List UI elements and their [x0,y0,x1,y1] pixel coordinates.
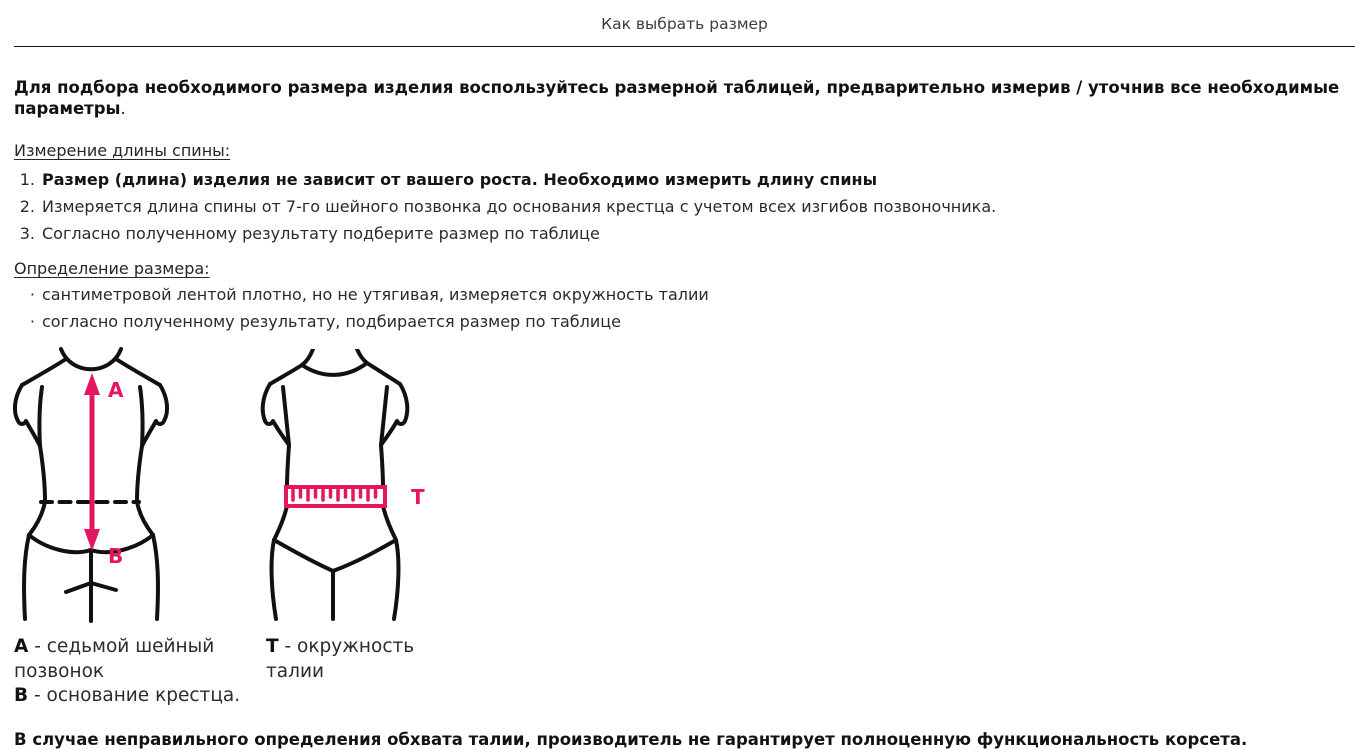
bullet-marker: · [29,312,35,331]
section-heading-back-length: Измерение длины спины: [14,141,231,160]
intro-period: . [120,99,126,118]
legend-back-view [14,635,266,709]
legend-entry-a [14,636,214,682]
bullet-marker: · [29,285,35,304]
list-marker: 2. [19,197,35,216]
legend-text-t: - окружность талии [266,636,415,682]
page-title: Как выбрать размер [601,15,768,33]
list-marker: 1. [19,170,35,189]
measurement-diagrams [14,337,1355,629]
back-length-arrow [84,373,100,551]
list-item [14,308,1355,335]
back-length-list [14,166,1355,247]
label-a: A [108,378,124,402]
legend-text-b: - основание крестца. [28,685,241,706]
legend-letter-a: A [14,636,29,657]
section-heading-size-determination: Определение размера: [14,259,210,278]
list-item [14,220,1355,247]
legend-text-a: - седьмой шейный позвонок [14,636,215,682]
intro-text: Для подбора необходимого размера изделия воспользуйтесь размерной таблицей, предварительно измерив / уточнив все необходимые параметры [14,78,1340,118]
back-view-diagram [8,337,178,629]
list-text: согласно полученному результату, подбирается размер по таблице [42,312,621,331]
list-text: сантиметровой лентой плотно, но не утягивая, измеряется окружность талии [42,285,709,304]
back-view-column [14,337,266,629]
divider [14,46,1355,47]
list-marker: 3. [19,224,35,243]
torso-front-outline [263,349,408,619]
label-b: B [108,544,124,568]
front-view-column [266,337,445,629]
legend-entry-t [266,636,414,682]
label-t: T [411,485,425,509]
list-item [14,281,1355,308]
waist-measuring-tape [286,487,385,506]
list-text: Измеряется длина спины от 7-го шейного позвонка до основания крестца с учетом всех изгибов позвоночника. [42,197,997,216]
legend-front-view [266,635,466,709]
list-text: Размер (длина) изделия не зависит от вашего роста. Необходимо измерить длину спины [42,170,878,189]
list-item [14,193,1355,220]
list-item [14,166,1355,193]
legend-letter-t: T [266,636,279,657]
footer-warning: В случае неправильного определения обхвата талии, производитель не гарантирует полноценную функциональность корсета. [14,729,1248,749]
intro-paragraph [14,77,1355,119]
diagram-legend [14,635,1355,709]
legend-letter-b: B [14,685,29,706]
size-determination-list [14,281,1355,335]
legend-entry-b [14,685,240,706]
front-view-diagram [255,349,445,621]
list-text: Согласно полученному результату подберите размер по таблице [42,224,600,243]
